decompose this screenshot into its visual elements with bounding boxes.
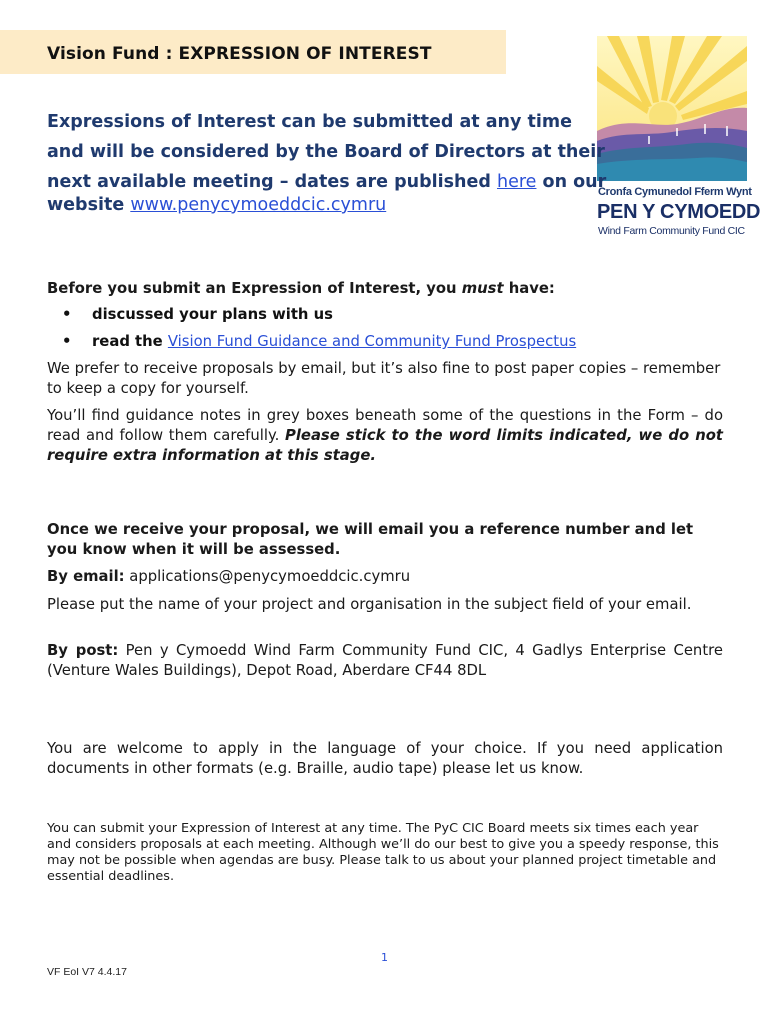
timing-note: You can submit your Expression of Interest at any time. The PyC CIC Board meets six times each year and considers proposals at each meeting. Although we’ll do our best to give you a speedy response, this may not be possible when agendas are busy. Please talk to us about your planned project timetable and essential deadlines. (47, 821, 719, 884)
postal-address: Pen y Cymoedd Wind Farm Community Fund CIC, 4 Gadlys Enterprise Centre (Venture Wales Buildings), Depot Road, Aberdare CF44 8DL (47, 642, 723, 679)
before-text: have: (503, 280, 555, 297)
intro-text: next available meeting – dates are published (47, 172, 498, 192)
before-text: Before you submit an Expression of Interest, you (47, 280, 462, 297)
before-submit-heading (47, 279, 723, 299)
once-received-paragraph: Once we receive your proposal, we will email you a reference number and let you know when it will be assessed. (47, 521, 694, 558)
intro-line (47, 172, 606, 192)
intro-text: website (47, 195, 131, 215)
page-number: 1 (381, 951, 388, 964)
guidance-prospectus-link[interactable]: Vision Fund Guidance and Community Fund Prospectus (167, 333, 577, 350)
email-address: applications@penycymoeddcic.cymru (124, 568, 411, 585)
intro-text: on our (536, 172, 607, 192)
bullet-text: discussed your plans with us (92, 306, 333, 323)
intro-line: and will be considered by the Board of Directors at their (47, 142, 605, 162)
guidance-paragraph (47, 406, 723, 466)
page-title: Vision Fund : EXPRESSION OF INTEREST (47, 44, 432, 64)
prefer-paragraph: We prefer to receive proposals by email, but it’s also fine to post paper copies – remember to keep a copy for yourself. (47, 360, 721, 397)
guidance-text: You’ll find guidance notes in grey boxes beneath some of the questions in the Form – do read and follow them carefully. (47, 407, 723, 444)
footer-version: VF EoI V7 4.4.17 (47, 966, 127, 978)
by-email-label: By email: (47, 568, 125, 585)
intro-line: Expressions of Interest can be submitted at any time (47, 112, 572, 132)
bullet-icon: • (62, 306, 72, 323)
intro-line (47, 195, 386, 215)
must-emphasis: must (461, 280, 504, 297)
by-post-label: By post: (47, 642, 119, 659)
by-email-line (47, 567, 723, 587)
logo-subtitle: Wind Farm Community Fund CIC (598, 225, 745, 237)
by-post-line (47, 641, 723, 681)
logo-name: PEN Y CYMOEDD (597, 201, 761, 223)
subject-instructions: Please put the name of your project and organisation in the subject field of your email. (47, 596, 692, 613)
bullet-text: read the (92, 333, 168, 350)
bullet-icon: • (62, 333, 72, 350)
language-paragraph: You are welcome to apply in the language of your choice. If you need application documents in other formats (e.g. Braille, audio tape) please let us know. (47, 740, 723, 777)
word-limit-note: Please stick to the word limits indicated, we do not require extra information at this stage. (47, 427, 723, 464)
website-link[interactable]: www.penycymoeddcic.cymru (130, 195, 387, 215)
logo-welsh-name: Cronfa Cymunedol Fferm Wynt (598, 186, 752, 198)
list-item (62, 333, 576, 350)
list-item (62, 306, 333, 323)
here-link[interactable]: here (497, 172, 537, 192)
